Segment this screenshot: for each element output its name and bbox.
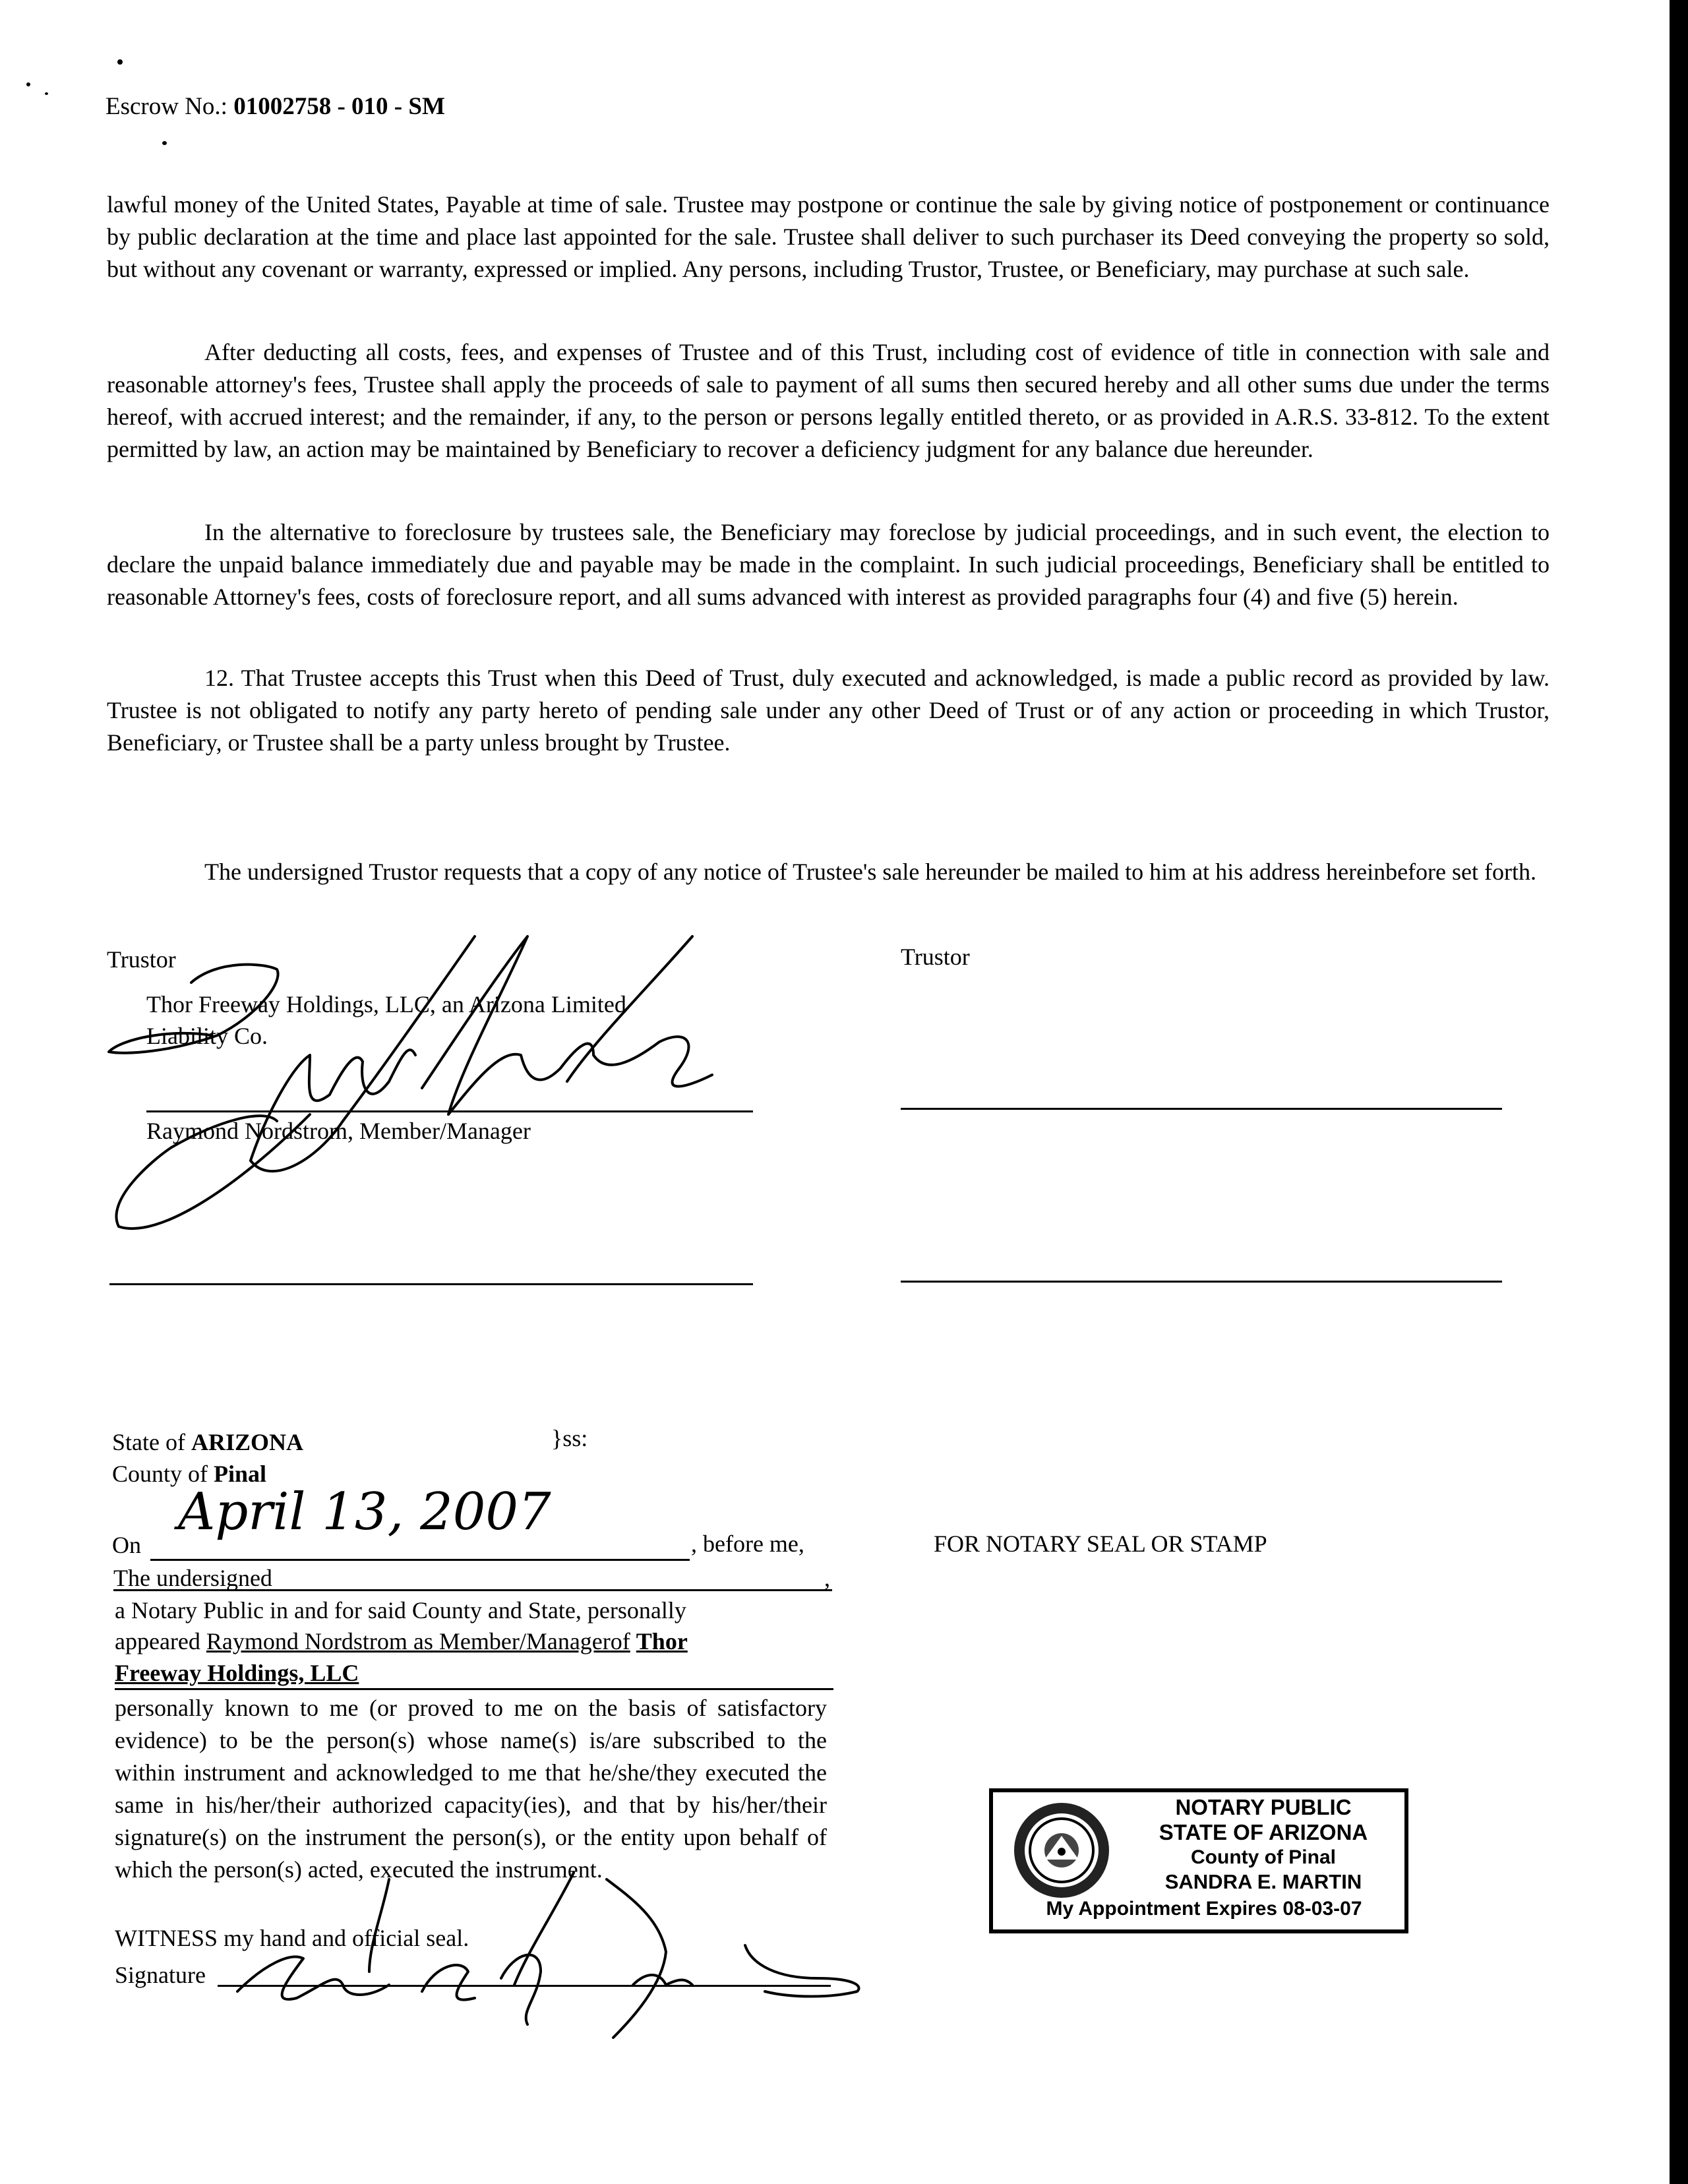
trustor-entity-line2: Liability Co. <box>146 1023 268 1049</box>
notary-appeared-label: appeared <box>115 1628 200 1654</box>
notary-text-line1: a Notary Public in and for said County and State, personally <box>115 1597 686 1623</box>
escrow-number: 01002758 - 010 - SM <box>233 93 445 120</box>
notary-appeared-name: Raymond Nordstrom as Member/Manager <box>206 1628 611 1654</box>
notary-comma: , <box>824 1565 830 1591</box>
notary-county-label: County of <box>112 1461 208 1487</box>
notary-witness: WITNESS my hand and official seal. <box>115 1925 469 1951</box>
seal-notary-public: NOTARY PUBLIC <box>1175 1795 1352 1819</box>
notary-state-value: ARIZONA <box>191 1429 303 1455</box>
notary-freeway-name: Freeway Holdings, LLC <box>115 1660 359 1686</box>
seal-county: County of Pinal <box>1191 1846 1336 1868</box>
paragraph-judicial-foreclosure: In the alternative to foreclosure by trustees sale, the Beneficiary may foreclose by judicial proceedings, and in such event, the election to declare the unpaid balance immediately due and payable may be made in the complaint. In such judicial proceedings, Beneficiary shall be entitled to reasonable Attorney's fees, costs of foreclosure report, and all sums advanced with interest as provided paragraphs four (4) and five (5) herein. <box>107 519 1550 610</box>
notary-undersigned: The undersigned <box>113 1565 272 1591</box>
notary-seal-placeholder: FOR NOTARY SEAL OR STAMP <box>934 1531 1267 1557</box>
notary-acknowledgment-text: personally known to me (or proved to me on the basis of satisfactory evidence) to be the person(s) whose name(s) is/are subscribed to the within instrument and acknowledged to me that he/she/they executed the same in his/her/their authorized capacity(ies), and that by his/her/their signature(s) on the instrument the person(s), or the entity upon behalf of which the person(s) acted, executed the instrument. <box>115 1695 827 1883</box>
paragraph-notice-request: The undersigned Trustor requests that a copy of any notice of Trustee's sale hereunder be mailed to him at his address hereinbefore set forth. <box>204 859 1536 885</box>
trustor-entity-line1: Thor Freeway Holdings, LLC, an Arizona Limited <box>146 991 626 1017</box>
seal-state: STATE OF ARIZONA <box>1159 1820 1368 1844</box>
notary-county-value: Pinal <box>214 1461 267 1487</box>
notary-signature-label: Signature <box>115 1962 206 1988</box>
notary-before-me: , before me, <box>691 1531 804 1557</box>
escrow-label: Escrow No.: <box>106 93 227 120</box>
notary-on-label: On <box>112 1532 141 1558</box>
notary-handwritten-date: April 13, 2007 <box>178 1482 551 1542</box>
trustor-label-left: Trustor <box>107 946 176 973</box>
notary-thor: Thor <box>636 1628 688 1654</box>
paragraph-proceeds: After deducting all costs, fees, and expenses of Trustee and of this Trust, including cost of evidence of title in connection with sale and reasonable attorney's fees, Trustee shall apply the proceeds of sale to payment of all sums then secured hereby and all other sums due under the terms hereof, with accrued interest; and the remainder, if any, to the person or persons legally entitled thereto, or as provided in A.R.S. 33-812. To the extent permitted by law, an action may be maintained by Beneficiary to recover a deficiency judgment for any balance due hereunder. <box>107 339 1550 462</box>
notary-state-label: State of <box>112 1429 185 1455</box>
trustor-signer-name: Raymond Nordstrom, Member/Manager <box>146 1118 531 1144</box>
seal-notary-name: SANDRA E. MARTIN <box>1164 1870 1362 1893</box>
seal-expiration: My Appointment Expires 08-03-07 <box>1046 1898 1362 1920</box>
paragraph-sale-terms: lawful money of the United States, Payable at time of sale. Trustee may postpone or continue the sale by giving notice of postponement or continuance by public declaration at the time and place last appointed for the sale. Trustee shall deliver to such purchaser its Deed conveying the property so sold, but without any covenant or warranty, expressed or implied. Any persons, including Trustor, Trustee, or Beneficiary, may purchase at such sale. <box>107 191 1550 282</box>
notary-of-label: of <box>610 1628 630 1654</box>
notary-ss: }ss: <box>551 1425 588 1451</box>
trustor-label-right: Trustor <box>901 944 970 970</box>
paragraph-trustee-accepts: 12. That Trustee accepts this Trust when this Deed of Trust, duly executed and acknowledged, is made a public record as provided by law. Trustee is not obligated to notify any party hereto of pending sale under any other Deed of Trust or of any action or proceeding in which Trustor, Beneficiary, or Trustee shall be a party unless brought by Trustee. <box>107 665 1550 756</box>
